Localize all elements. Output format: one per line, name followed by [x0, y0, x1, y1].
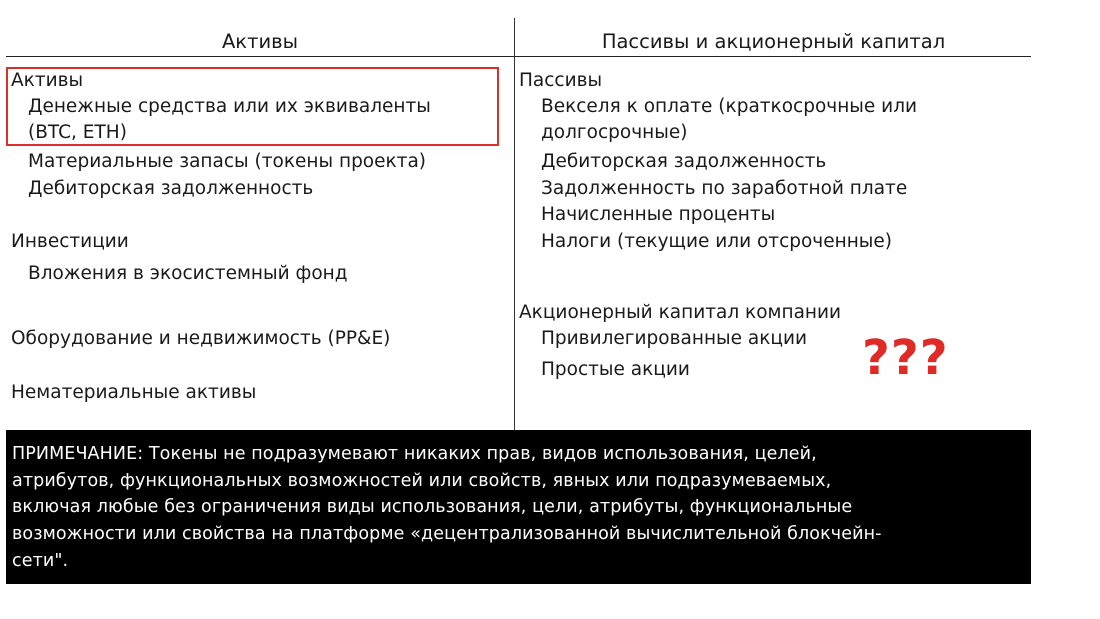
cash-equivalents-item-cont: (BTC, ETH) — [28, 122, 127, 143]
question-marks: ??? — [862, 330, 949, 386]
column-divider — [514, 18, 515, 430]
liabilities-equity-column-header: Пассивы и акционерный капитал — [601, 30, 946, 53]
note-line: включая любые без ограничения виды использования, цели, атрибуты, функциональные — [12, 497, 853, 518]
disclaimer-note — [6, 430, 1031, 584]
note-line: атрибутов, функциональных возможностей или свойств, явных или подразумеваемых, — [12, 470, 832, 491]
equity-section-title: Акционерный капитал компании — [519, 302, 842, 323]
investments-section-title: Инвестиции — [11, 231, 129, 252]
preferred-shares-item: Привилегированные акции — [541, 328, 808, 349]
common-shares-item: Простые акции — [541, 359, 690, 380]
assets-section-title: Активы — [11, 70, 84, 91]
ppe-section-title: Оборудование и недвижимость (PP&E) — [11, 328, 391, 349]
notes-payable-item: Векселя к оплате (краткосрочные или — [541, 96, 918, 117]
cash-equivalents-item: Денежные средства или их эквиваленты — [28, 96, 431, 117]
inventory-item: Материальные запасы (токены проекта) — [28, 151, 427, 172]
accrued-interest-item: Начисленные проценты — [541, 204, 776, 225]
header-divider — [6, 56, 1031, 57]
receivables-item-left: Дебиторская задолженность — [28, 178, 314, 199]
intangibles-section-title: Нематериальные активы — [11, 382, 257, 403]
assets-column-header: Активы — [221, 30, 299, 53]
note-line: возможности или свойства на платформе «децентрализованной вычислительной блокчейн- — [12, 524, 882, 545]
ecosystem-fund-item: Вложения в экосистемный фонд — [28, 263, 348, 284]
liabilities-section-title: Пассивы — [519, 70, 603, 91]
receivables-item-right: Дебиторская задолженность — [541, 151, 827, 172]
notes-payable-item-cont: долгосрочные) — [541, 122, 688, 143]
wages-payable-item: Задолженность по заработной плате — [541, 178, 908, 199]
note-line: сети". — [12, 550, 69, 571]
note-line: ПРИМЕЧАНИЕ: Токены не подразумевают никаких прав, видов использования, целей, — [12, 444, 817, 464]
taxes-item: Налоги (текущие или отсроченные) — [541, 231, 893, 252]
